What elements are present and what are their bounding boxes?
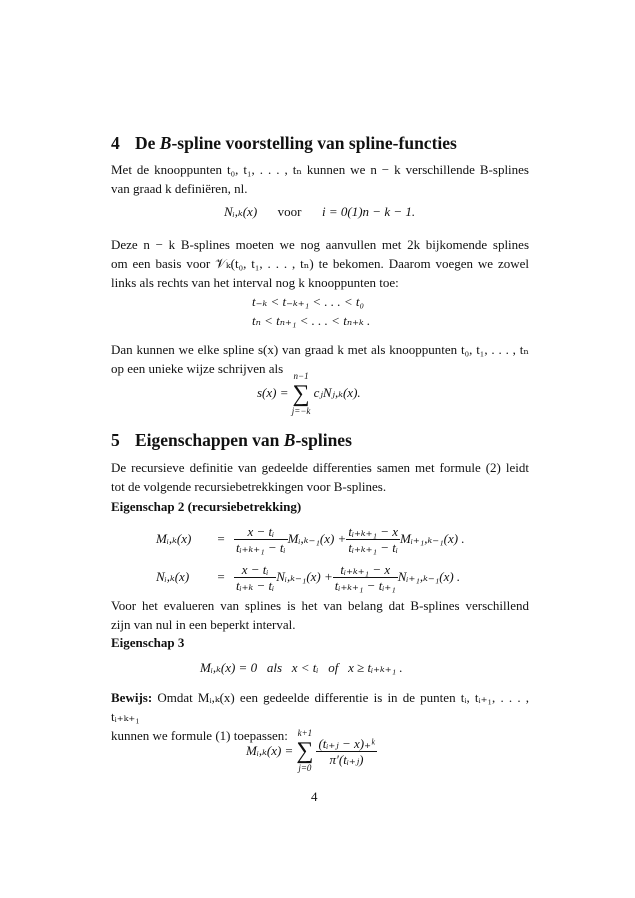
- paragraph-line: Voor het evalueren van splines is het van belang dat B-splines verschillend: [111, 598, 529, 613]
- sum-lower-limit: j=−k: [291, 406, 311, 416]
- equation-lhs: s(x) =: [257, 384, 289, 400]
- row-lhs: Mᵢ,ₖ(x): [156, 531, 192, 546]
- section-number: 4: [111, 133, 120, 153]
- paragraph-line: tot de volgende recursiebetrekkingen voor B-splines.: [111, 479, 387, 494]
- row-equals: =: [217, 569, 225, 584]
- fraction: $\frac{\text{x − tᵢ}}{\text{tᵢ₊ₖ₊₁ − tᵢ}}$: [236, 523, 286, 555]
- equation-lhs: Mᵢ,ₖ(x) =: [246, 743, 294, 758]
- property-2-label: Eigenschap 2 (recursiebetrekking): [111, 499, 302, 514]
- row-lhs: Nᵢ,ₖ(x): [156, 569, 190, 584]
- row-term: Nᵢ,ₖ₋₁(x) +: [276, 569, 333, 584]
- equation-extra-knots: [252, 292, 370, 330]
- section-title-pre: Eigenschappen van: [135, 430, 284, 450]
- property-3-label: Eigenschap 3: [111, 635, 185, 650]
- paragraph-line: op een unieke wijze schrijven als: [111, 361, 284, 376]
- equation-word: voor: [277, 204, 302, 219]
- paragraph-knots: [111, 160, 529, 198]
- paragraph-basis: [111, 235, 529, 292]
- section-number: 5: [111, 430, 120, 450]
- paragraph-line: Dan kunnen we elke spline s(x) van graad k met als knooppunten t₀, t₁, . . . , tₙ: [111, 342, 529, 357]
- paragraph-line: zijn van nul in een beperkt interval.: [111, 617, 296, 632]
- section-4-heading: [111, 133, 457, 154]
- proof-text: Omdat Mᵢ,ₖ(x) een gedeelde differentie is in de punten tᵢ, tᵢ₊₁, . . . , tᵢ₊ₖ₊₁: [111, 690, 530, 724]
- section-title-post: -spline voorstelling van spline-functies: [171, 133, 457, 153]
- fraction: $\frac{\text{x − tᵢ}}{\text{tᵢ₊ₖ − tᵢ}}$: [236, 561, 275, 593]
- equation-index-range: [224, 204, 415, 220]
- equation-lhs: Nᵢ,ₖ(x): [224, 204, 258, 219]
- row-term: Mᵢ₊₁,ₖ₋₁(x) .: [400, 531, 465, 546]
- equation-term: cⱼNⱼ,ₖ(x).: [313, 384, 361, 400]
- paragraph-evaluation: [111, 596, 529, 634]
- fraction: $\frac{\text{tᵢ₊ₖ₊₁ − x}}{\text{tᵢ₊ₖ₊₁ − tᵢ}}$: [348, 523, 399, 555]
- row-term: Nᵢ₊₁,ₖ₋₁(x) .: [397, 569, 461, 584]
- paragraph-line: om een basis voor 𝒱ₖ(t₀, t₁, . . . , tₙ) te bekomen. Daarom voegen we zowel: [111, 256, 529, 271]
- paragraph-line: links als rechts van het interval nog k knooppunten toe:: [111, 275, 399, 290]
- equation-divided-difference: [246, 728, 377, 774]
- equation-spline-sum: [257, 371, 361, 417]
- equation-rhs: i = 0(1)n − k − 1.: [322, 204, 416, 219]
- proof-label: Bewijs:: [111, 690, 153, 705]
- equation-recursion: [156, 520, 465, 596]
- section-title-post: -splines: [295, 430, 352, 450]
- equation-row-m: [156, 520, 465, 558]
- equation-row-n: [156, 558, 465, 596]
- fraction: $\frac{\text{(tᵢ₊ⱼ − x)₊ᵏ}}{\text{π′(tᵢ₊ⱼ)}}$: [318, 735, 375, 767]
- section-title-italic: B: [283, 430, 296, 450]
- paragraph-line: van graad k definiëren, nl.: [111, 181, 248, 196]
- equation-support: Mᵢ,ₖ(x) = 0 als x < tᵢ of x ≥ tᵢ₊ₖ₊₁ .: [200, 660, 403, 675]
- paragraph-recursion-intro: [111, 458, 529, 496]
- paragraph-line: kunnen we formule (1) toepassen:: [111, 728, 288, 743]
- section-5-heading: [111, 430, 352, 451]
- sum-lower-limit: j=0: [298, 763, 312, 773]
- row-equals: =: [217, 531, 225, 546]
- section-title-italic: B: [159, 133, 172, 153]
- paragraph-line: Deze n − k B-splines moeten we nog aanvullen met 2k bijkomende splines: [111, 237, 529, 252]
- paragraph-line: De recursieve definitie van gedeelde differenties samen met formule (2) leidt: [111, 460, 529, 475]
- page-number: 4: [311, 789, 318, 804]
- summation-sign: n−1 ∑ j=−k: [291, 371, 311, 416]
- paragraph-line: Met de knooppunten t₀, t₁, . . . , tₙ kunnen we n − k verschillende B-splines: [111, 162, 529, 177]
- summation-sign: k+1 ∑ j=0: [296, 728, 314, 773]
- row-term: Mᵢ,ₖ₋₁(x) +: [287, 531, 347, 546]
- equation-line: tₙ < tₙ₊₁ < . . . < tₙ₊ₖ .: [252, 313, 371, 328]
- paragraph-line: [111, 688, 529, 726]
- section-title-pre: De: [135, 133, 160, 153]
- fraction: $\frac{\text{tᵢ₊ₖ₊₁ − x}}{\text{tᵢ₊ₖ₊₁ − tᵢ₊₁}}$: [334, 561, 396, 593]
- sum-upper-limit: n−1: [293, 371, 309, 381]
- equation-line: t₋ₖ < t₋ₖ₊₁ < . . . < t₀: [252, 294, 365, 309]
- sum-upper-limit: k+1: [297, 728, 313, 738]
